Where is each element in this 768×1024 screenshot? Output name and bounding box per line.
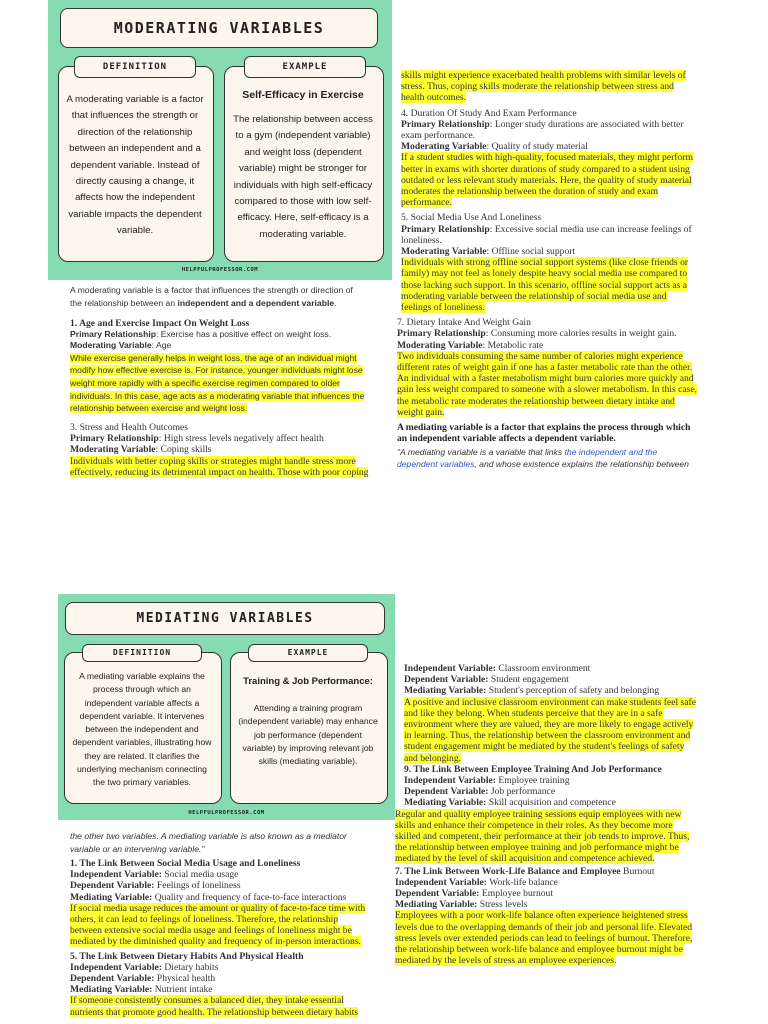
moderating-example-4: 4. Duration Of Study And Exam Performance Primary Relationship: Longer study durations are associated with better exam performance. Moderating Variable: Quality of study material If a student studies with high-quality, focused materials, they might perform better in exams with shorter durations of study compared to a student using outdated or less relevant study materials. Here, the quality of study material moderates the relationship between the duration of study and exam performance. [397,108,699,209]
highlighted-text: If a student studies with high-quality, focused materials, they might perform better in exams with shorter durations of study compared to a student using outdated or less relevant study materials. Here, the quality of study material moderates the relationship between the duration of study and exam performance. [401,152,693,209]
highlighted-text: Two individuals consuming the same number of calories might experience different rates of weight gain if one has a faster metabolic rate than the other. An individual with a faster metabolism might burn calories more quickly and gain less weight compared to someone with a slower metabolism. In this case, the metabolic rate moderates the relationship between dietary intake and weight gain. [397,350,698,418]
moderating-infographic [48,0,392,280]
moderating-footer: HELPFULPROFESSOR.COM [181,267,259,273]
moderating-example-text: The relationship between access to a gym (independent variable) and weight loss (dependent variable) might be stronger for individuals with high self-efficacy compared to those with low self-efficacy. Here, self-efficacy is a moderating variable. [233,114,373,240]
moderating-title: MODERATING VARIABLES [60,8,378,48]
moderating-definition-text: A moderating variable is a factor that influences the strength or direction of the relationship between an independent and a dependent variable. Instead of directly causing a change, it affects how the independent variable impacts the dependent variable. [66,94,204,237]
mediating-example-1: 1. The Link Between Social Media Usage and Loneliness Independent Variable: Social media usage Dependent Variable: Feelings of loneliness Mediating Variable: Quality and frequency of face-to-face interactions If social media usage reduces the amount or quality of face-to-face time with others, it can lead to feelings of loneliness. Therefore, the relationship between extensive social media usage and feelings of loneliness might be mediated by the diminished quality and frequency of in-person interactions. 5. The Link Between Dietary Habits And Physical Health Independent Variable: Dietary habits Dependent Variable: Physical health Mediating Variable: Nutrient intake If someone consistently consumes a balanced diet, they intake essential nutrients that promote good health. The relationship between dietary habits [70,858,370,1018]
highlighted-text: Individuals with better coping skills or strategies might handle stress more effectively, reducing its detrimental impact on health. Those with poor coping [70,455,369,478]
moderating-right-column [397,70,699,471]
highlighted-text: Regular and quality employee training sessions equip employees with new skills and enhance their competence in their roles. As they become more skilled and competent, their performance at their job tends to improve. Thus, the relationship between employee training and job performance might be mediated by the level of skill acquisition and competence achieved. [395,808,690,865]
highlighted-text: skills might experience exacerbated health problems with similar levels of stress. Thus, coping skills moderate the relationship between stress and health outcomes. [401,70,686,104]
example-heading: 9. The Link Between Employee Training And Job Performance [404,763,662,775]
example-heading: 1. The Link Between Social Media Usage and Loneliness [70,858,301,869]
example-heading: 4. Duration Of Study And Exam Performance [401,107,577,119]
example-heading: 5. Social Media Use And Loneliness [401,212,542,224]
independent-dependent-link[interactable]: the independent and the dependent variables [397,446,658,470]
example-heading: 5. The Link Between Dietary Habits And Physical Health [70,950,304,962]
moderating-example-5: 5. Social Media Use And Loneliness Primary Relationship: Excessive social media use can increase feelings of loneliness. Moderating Variable: Offline social support Individuals with strong offline social support systems (like close friends or family) may not feel as lonely despite heavy social media use compared to those lacking such support. In this scenario, offline social support acts as a moderating variable between the relationship of social media use and feelings of loneliness. [397,212,699,313]
moderating-example-heading: Self-Efficacy in Exercise [242,89,364,101]
mediating-example-classroom: Independent Variable: Classroom environment Dependent Variable: Student engagement Mediating Variable: Student's perception of safety and belonging A positive and inclusive classroom environment can make students feel safe and like they belong. When students perceive that they are in a safe environment where they are valued, they are more likely to engage actively in learning. Thus, the relationship between the classroom environment and student engagement might be mediated by the student's feelings of safety and belonging. [404,663,696,764]
mediating-example-text: Attending a training program (independent variable) may enhance job performance (dependent variable) by improving relevant job skills (mediating variable). [238,703,378,767]
example-heading: 7. Dietary Intake And Weight Gain [397,317,531,329]
highlighted-text: A positive and inclusive classroom environment can make students feel safe and like they belong. When students perceive that they are in a safe environment where they are valued, they are more likely to engage actively in learning. Thus, the relationship between the classroom environment and student engagement might be mediated by the student's feelings of safety and belonging. [404,696,696,764]
mediating-infographic [58,594,395,820]
moderating-intro: A moderating variable is a factor that influences the strength or direction of the relationship between an independent and a dependent variable. [70,285,353,308]
mediating-footer: HELPFULPROFESSOR.COM [188,810,265,816]
highlighted-text: While exercise generally helps in weight loss, the age of an individual might modify how effective exercise is. For instance, younger individuals might lose weight more rapidly with a specific exercise regimen compared to older individuals. In this case, age acts as a moderating variable that influences the relationship between exercise and weight loss. [70,352,365,414]
mediating-definition-tab: DEFINITION [82,644,202,662]
mediating-quote-continued: the other two variables. A mediating variable is also known as a mediator variable or an intervening variable." [70,831,347,854]
mediating-right-column [395,663,698,966]
example-heading: 7. The Link Between Work-Life Balance and Employee Burnout [395,865,655,877]
mediating-definition-text: A mediating variable explains the process through which an independent variable affects a dependent variable. It intervenes between the independent and dependent variables, illustrating how they are related. It clarifies the underlying mechanism connecting the two primary variables. [72,671,212,788]
mediating-example-heading: Training & Job Performance: [243,676,373,687]
mediating-quote: "A mediating variable is a variable that links the independent and the dependent variables, and whose existence explains the relationship between [397,446,689,470]
moderating-definition-tab: DEFINITION [74,56,196,78]
highlighted-text: If social media usage reduces the amount or quality of face-to-face time with others, it can lead to feelings of loneliness. Therefore, the relationship between extensive social media usage and feelings of loneliness might be mediated by the diminished quality and frequency of in-person interactions. [70,902,366,948]
example-heading: 1. Age and Exercise Impact On Weight Loss [70,318,250,329]
mediating-title: MEDIATING VARIABLES [65,602,385,635]
example-heading: 3. Stress and Health Outcomes [70,422,189,433]
mediating-example-7: 7. The Link Between Work-Life Balance and Employee Burnout Independent Variable: Work-life balance Dependent Variable: Employee burnout Mediating Variable: Stress levels Employees with a poor work-life balance often experience heightened stress levels due to the overlapping demands of their job and personal life. Elevated stress levels over extended periods can lead to feelings of burnout. Therefore, the relationship between work-life balance and employee burnout might be mediated by the levels of stress an employee experiences. [395,866,698,967]
moderating-example-1: 1. Age and Exercise Impact On Weight Loss Primary Relationship: Exercise has a positive effect on weight loss. Moderating Variable: Age While exercise generally helps in weight loss, the age of an individual might modify how effective exercise is. For instance, younger individuals might lose weight more rapidly with a specific exercise regimen compared to older individuals. In this case, age acts as a moderating variable that influences the relationship between exercise and weight loss. [70,318,374,415]
highlighted-text: If someone consistently consumes a balanced diet, they intake essential nutrients that promote good health. The relationship between dietary habits [70,995,359,1018]
mediating-definition-sentence: A mediating variable is a factor that explains the process through which an independent variable affects a dependent variable. [397,422,691,445]
moderating-example-7: 7. Dietary Intake And Weight Gain Primary Relationship: Consuming more calories results in weight gain. Moderating Variable: Metabolic rate Two individuals consuming the same number of calories might experience different rates of weight gain if one has a faster metabolic rate than the other. An individual with a faster metabolism might burn calories more quickly and gain less weight compared to someone with a slower metabolism. In this case, the metabolic rate moderates the relationship between dietary intake and weight gain. [397,317,698,418]
moderating-example-3: 3. Stress and Health Outcomes Primary Relationship: High stress levels negatively affect health Moderating Variable: Coping skills Individuals with better coping skills or strategies might handle stress more effectively, reducing its detrimental impact on health. Those with poor coping [70,422,374,478]
mediating-example-9: 9. The Link Between Employee Training And Job Performance Independent Variable: Employee training Dependent Variable: Job performance Mediating Variable: Skill acquisition and competence [395,764,698,809]
mediating-example-tab: EXAMPLE [248,644,368,662]
highlighted-text: Employees with a poor work-life balance often experience heightened stress levels due to the overlapping demands of their job and personal life. Elevated stress levels over extended periods can lead to feelings of burnout. Therefore, the relationship between work-life balance and employee burnout might be mediated by the levels of stress an employee experiences. [395,910,693,967]
moderating-example-tab: EXAMPLE [244,56,366,78]
highlighted-text: Individuals with strong offline social support systems (like close friends or family) may not feel as lonely despite heavy social media use compared to those lacking such support. In this scenario, offline social support acts as a moderating variable between the relationship of social media use and feelings of loneliness. [401,257,689,314]
